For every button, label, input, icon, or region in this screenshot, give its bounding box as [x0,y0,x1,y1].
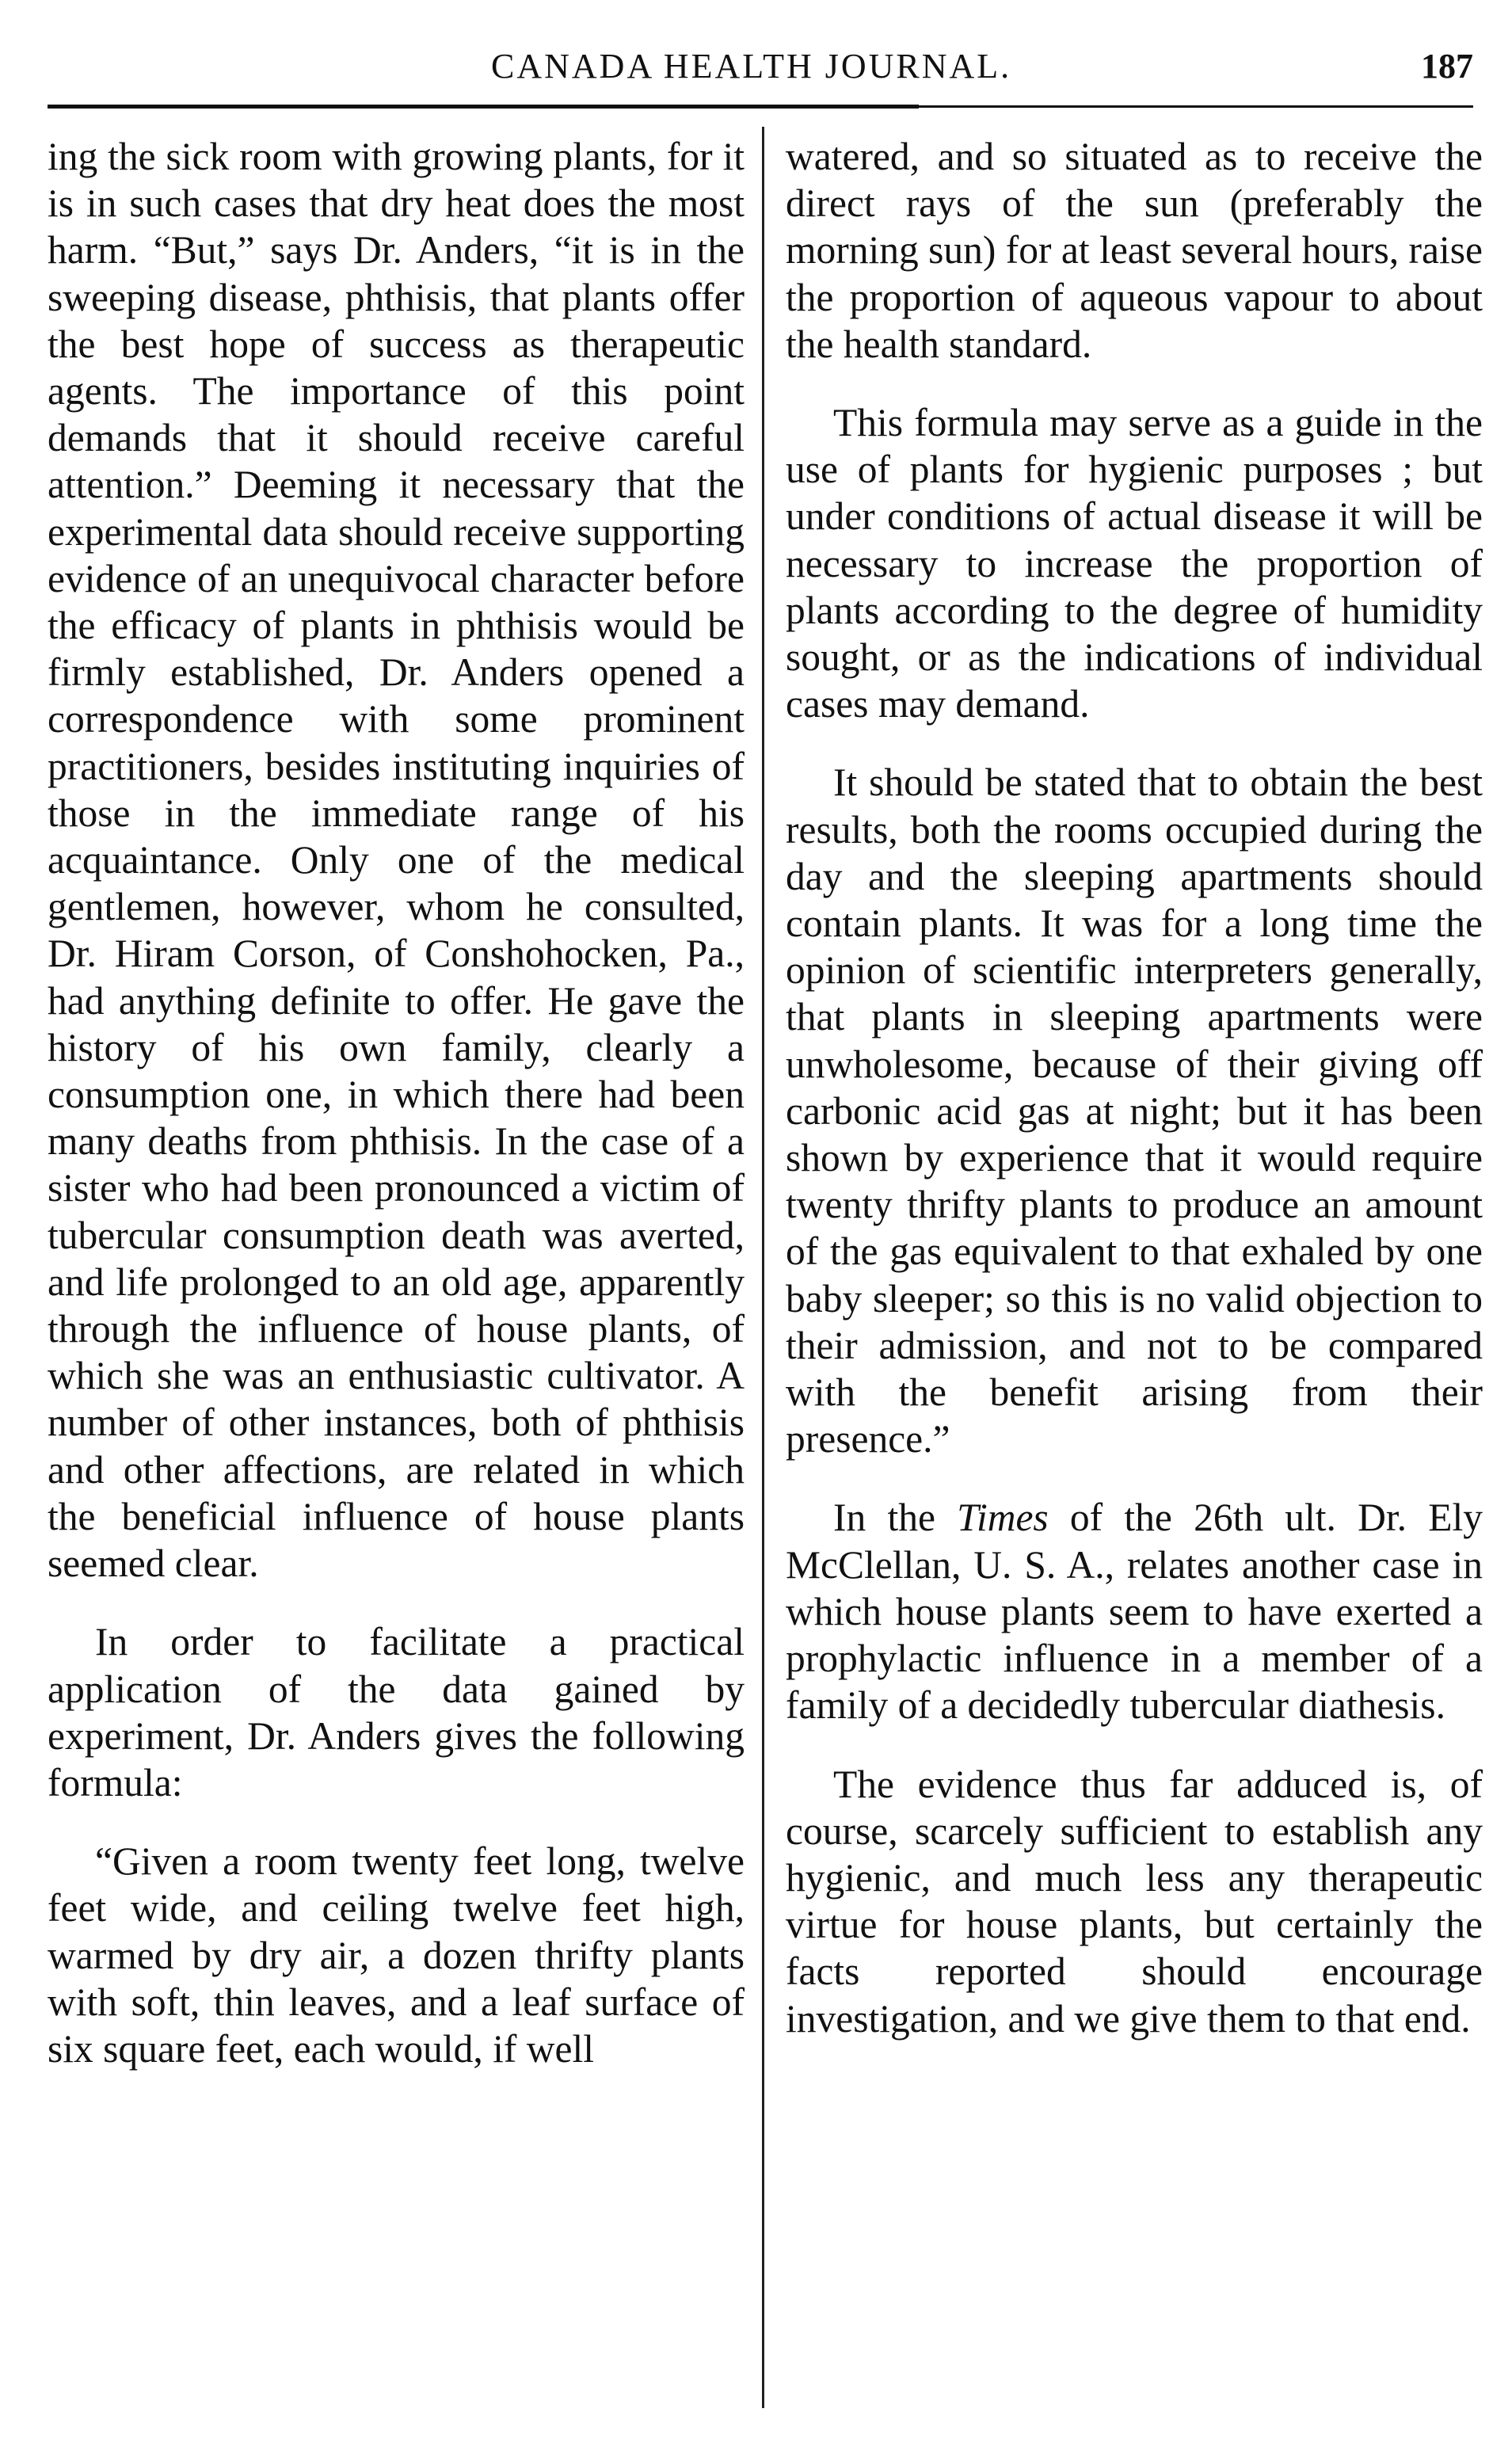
paragraph: The evidence thus far adduced is, of course, scarcely sufficient to establish any hygienic, and much less any therapeutic virtue for house plants, but certainly the facts reported should encourage investigation, and we give them to that end. [786,1762,1483,2041]
header-rule [48,105,919,109]
running-title: CANADA HEALTH JOURNAL. [491,47,1012,86]
paragraph [786,1494,1483,1728]
left-column [48,133,745,2072]
text-run: In the [833,1496,958,1540]
paragraph: In order to facilitate a practical application of the data gained by experiment, Dr. Anders gives the following formula: [48,1620,745,1804]
header-rule-thin [871,105,1473,108]
paragraph: This formula may serve as a guide in the use of plants for hygienic purposes ; but under conditions of actual disease it will be necessary to increase the proportion of plants according to the degree of humidity sought, or as the indications of individual cases may demand. [786,401,1483,726]
paragraph: “Given a room twenty feet long, twelve feet wide, and ceiling twelve feet high, warmed by dry air, a dozen thrifty plants with soft, thin leaves, and a leaf surface of six square feet, each would, if well [48,1839,745,2071]
text-run: of the 26th ult. Dr. Ely McClellan, U. S. A., relates another case in which house plants seem to have exerted a prophylactic influence in a member of a family of a decidedly tubercular diathesis. [786,1496,1483,1728]
italic-title: Times [957,1496,1049,1540]
column-divider [762,127,764,2408]
paragraph: It should be stated that to obtain the best results, both the rooms occupied during the day and the sleeping apartments should contain plants. It was for a long time the opinion of scientific interpreters generally, that plants in sleeping apartments were unwholesome, because of their giving off carbonic acid gas at night; but it has been shown by experience that it would require twenty thrifty plants to produce an amount of the gas equivalent to that exhaled by one baby sleeper; so this is no valid objection to their admission, and not to be compared with the benefit arising from their presence.” [786,760,1483,1461]
right-column [786,133,1483,2042]
paragraph: ing the sick room with growing plants, for it is in such cases that dry heat does the most harm. “But,” says Dr. Anders, “it is in the sweeping disease, phthisis, that plants offer the best hope of success as therapeutic agents. The importance of this point demands that it should receive careful attention.” Deeming it necessary that the experimental data should receive supporting evidence of an unequivocal character before the efficacy of plants in phthisis would be firmly established, Dr. Anders opened a correspondence with some prominent practitioners, besides instituting inquiries of those in the immediate range of his acquaintance. Only one of the medical gentlemen, however, whom he consulted, Dr. Hiram Corson, of Conshohocken, Pa., had anything definite to offer. He gave the history of his own family, clearly a consumption one, in which there had been many deaths from phthisis. In the case of a sister who had been pronounced a victim of tubercular consumption death was averted, and life prolonged to an old age, apparently through the influence of house plants, of which she was an enthusiastic cultivator. A number of other instances, both of phthisis and other affections, are related in which the beneficial influence of house plants seemed clear. [48,135,745,1586]
paragraph: watered, and so situated as to receive the direct rays of the sun (preferably the morning sun) for at least several hours, raise the proportion of aqueous vapour to about the health standard. [786,135,1483,366]
page-number: 187 [1421,47,1473,86]
page-header [48,46,1473,93]
